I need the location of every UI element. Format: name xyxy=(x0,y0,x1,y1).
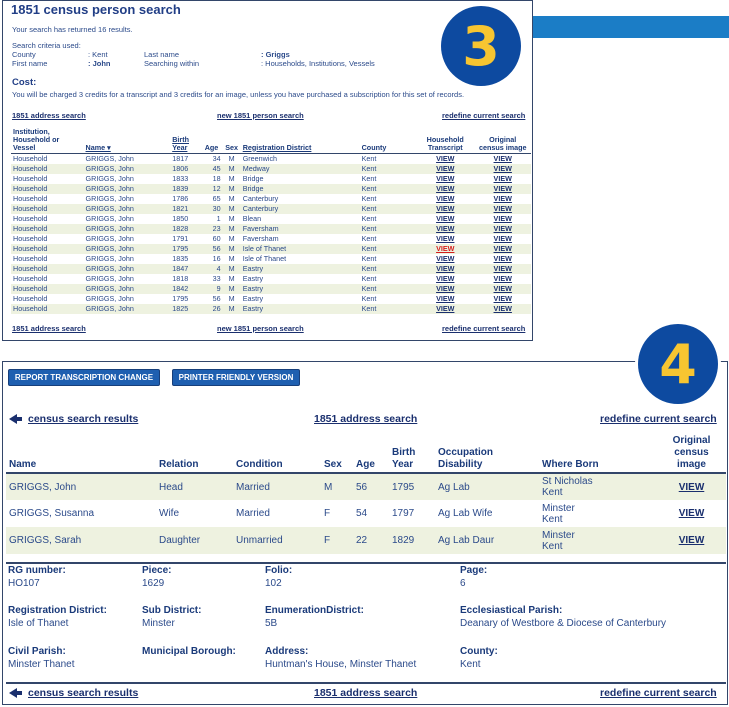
redefine-search-link[interactable]: redefine current search xyxy=(442,111,526,120)
household-table xyxy=(6,432,726,554)
sub-district-value: Minster xyxy=(142,618,175,629)
back-link-label: census search results xyxy=(28,413,139,425)
cell-birth-year: 1847 xyxy=(170,264,200,274)
cell-condition: Married xyxy=(236,508,270,519)
household-transcript-view-link[interactable]: VIEW xyxy=(416,284,474,294)
table-row xyxy=(6,500,726,527)
column-header-age: Age xyxy=(353,432,389,473)
census-image-view-link[interactable]: VIEW xyxy=(493,273,512,283)
table-row xyxy=(11,254,531,264)
cell-registration-district: Greenwich xyxy=(242,153,278,163)
cell-name: GRIGGS, John xyxy=(84,304,171,314)
cell-relation: Daughter xyxy=(156,527,233,554)
cost-heading: Cost: xyxy=(12,77,37,88)
cell-age: 12 xyxy=(200,184,222,194)
column-header-occupation: Occupation Disability xyxy=(435,432,539,473)
table-row xyxy=(11,153,531,164)
census-image-view-link[interactable]: VIEW xyxy=(657,527,726,554)
page-value: 6 xyxy=(460,578,466,589)
cell-name: GRIGGS, John xyxy=(85,253,134,263)
cell-age: 54 xyxy=(356,508,368,519)
back-arrow-icon xyxy=(9,413,28,425)
cell-age: 65 xyxy=(212,193,221,203)
cell-institution: Household xyxy=(13,273,48,283)
folio-value: 102 xyxy=(265,578,282,589)
registration-district-value: Isle of Thanet xyxy=(8,618,69,629)
cell-age: 33 xyxy=(212,273,221,283)
county-label: County: xyxy=(460,646,498,657)
redefine-search-link-bottom[interactable]: redefine current search xyxy=(442,324,526,333)
census-image-view-link[interactable]: VIEW xyxy=(493,213,512,223)
table-header-row xyxy=(6,432,726,473)
cell-age: 45 xyxy=(200,164,222,174)
back-to-results-link[interactable] xyxy=(9,413,138,425)
cell-birth-year: 1828 xyxy=(170,224,200,234)
header-accent-band xyxy=(533,16,729,38)
census-image-view-link[interactable]: VIEW xyxy=(678,508,705,519)
cell-registration-district: Faversham xyxy=(241,224,360,234)
table-row xyxy=(6,527,726,554)
where-born-county: Kent xyxy=(542,487,563,498)
cell-county: Kent xyxy=(360,304,416,314)
cell-sex: M xyxy=(223,184,241,194)
page-title: 1851 census person search xyxy=(11,2,181,17)
household-transcript-view-link[interactable]: VIEW xyxy=(436,233,455,243)
cell-sex: M xyxy=(228,193,235,203)
cell-registration-district: Bridge xyxy=(242,173,264,183)
household-transcript-view-link[interactable]: VIEW xyxy=(416,244,474,254)
census-image-view-link[interactable]: VIEW xyxy=(657,473,726,500)
table-row xyxy=(11,214,531,224)
piece-label: Piece: xyxy=(142,565,172,576)
results-table xyxy=(11,121,531,314)
cell-registration-district: Blean xyxy=(242,213,262,223)
table-row xyxy=(11,244,531,254)
cell-county: Kent xyxy=(361,293,377,303)
cell-sex: F xyxy=(321,527,353,554)
cell-occupation: Ag Lab xyxy=(435,473,539,500)
county-value: Kent xyxy=(460,659,481,670)
cell-birth-year: 1842 xyxy=(170,284,200,294)
column-header-sex: Sex xyxy=(321,432,353,473)
cell-county: Kent xyxy=(361,273,377,283)
piece-value: 1629 xyxy=(142,578,165,589)
cell-age: 60 xyxy=(212,233,221,243)
cell-name: GRIGGS, John xyxy=(84,164,171,174)
household-transcript-view-link[interactable]: VIEW xyxy=(416,184,474,194)
cell-registration-district: Medway xyxy=(241,164,360,174)
cell-name: GRIGGS, John xyxy=(85,273,134,283)
cell-age: 9 xyxy=(200,284,222,294)
cell-occupation: Ag Lab Daur xyxy=(435,527,539,554)
census-image-view-link[interactable]: VIEW xyxy=(474,244,531,254)
cell-where-born xyxy=(539,500,657,527)
household-transcript-panel xyxy=(2,361,728,705)
column-header-where-born: Where Born xyxy=(539,432,657,473)
address-search-link[interactable]: 1851 address search xyxy=(12,111,86,120)
address-value: Huntman's House, Minster Thanet xyxy=(265,659,417,670)
cell-institution: Household xyxy=(11,244,84,254)
cell-sex: M xyxy=(223,204,241,214)
table-row xyxy=(11,264,531,274)
ecclesiastical-parish-value: Deanary of Westbore & Diocese of Canterbury xyxy=(460,618,667,629)
cell-institution: Household xyxy=(13,293,48,303)
household-transcript-view-link[interactable]: VIEW xyxy=(436,273,455,283)
cell-age: 16 xyxy=(212,253,221,263)
cell-institution: Household xyxy=(11,224,84,234)
cell-birth-year: 1818 xyxy=(172,273,189,283)
where-born-place: Minster xyxy=(542,502,575,514)
where-born-place: St Nicholas xyxy=(542,476,593,487)
column-header-household-transcript: Household Transcript xyxy=(416,121,474,153)
cell-registration-district: Eastry xyxy=(241,284,360,294)
column-header-name[interactable]: Name ▾ xyxy=(84,121,171,153)
cell-institution: Household xyxy=(13,193,48,203)
cell-sex: M xyxy=(321,473,353,500)
column-header-census-image: Original census image xyxy=(657,432,726,473)
step-4-badge: 4 xyxy=(638,324,718,404)
criteria-label: Searching within xyxy=(144,59,200,68)
census-image-view-link[interactable]: VIEW xyxy=(474,224,531,234)
column-header-name: Name xyxy=(6,432,156,473)
cell-birth-year: 1797 xyxy=(392,508,415,519)
criteria-value: : Kent xyxy=(88,50,108,59)
cell-institution: Household xyxy=(11,304,84,314)
cell-county: Kent xyxy=(361,253,377,263)
ecclesiastical-parish-label: Ecclesiastical Parish: xyxy=(460,605,563,616)
census-image-view-link[interactable]: VIEW xyxy=(474,164,531,174)
table-row xyxy=(11,274,531,284)
table-row xyxy=(11,194,531,204)
cell-registration-district: Isle of Thanet xyxy=(241,244,360,254)
cell-county: Kent xyxy=(361,233,377,243)
cell-institution: Household xyxy=(13,213,48,223)
cell-name: GRIGGS, John xyxy=(85,153,134,163)
cell-county: Kent xyxy=(360,184,416,194)
census-image-view-link[interactable]: VIEW xyxy=(474,284,531,294)
cell-age: 30 xyxy=(200,204,222,214)
cell-institution: Household xyxy=(13,173,48,183)
registration-district-label: Registration District: xyxy=(8,605,107,616)
cell-birth-year: 1850 xyxy=(172,213,189,223)
household-transcript-view-link[interactable]: VIEW xyxy=(416,224,474,234)
cell-birth-year: 1795 xyxy=(170,244,200,254)
address-search-link-bottom[interactable]: 1851 address search xyxy=(12,324,86,333)
cell-institution: Household xyxy=(13,153,48,163)
census-image-view-link[interactable]: VIEW xyxy=(493,253,512,263)
census-image-view-link[interactable]: VIEW xyxy=(474,264,531,274)
table-row xyxy=(6,473,726,500)
cell-age: 56 xyxy=(200,244,222,254)
cell-age: 22 xyxy=(353,527,389,554)
cell-registration-district: Eastry xyxy=(241,304,360,314)
cell-sex: M xyxy=(228,273,235,283)
household-transcript-view-link[interactable]: VIEW xyxy=(436,173,455,183)
cell-county: Kent xyxy=(361,193,377,203)
cell-county: Kent xyxy=(360,204,416,214)
household-transcript-view-link[interactable]: VIEW xyxy=(436,253,455,263)
civil-parish-value: Minster Thanet xyxy=(8,659,75,670)
column-header-birth-year[interactable]: Birth Year xyxy=(170,121,200,153)
cell-birth-year: 1821 xyxy=(170,204,200,214)
census-reference-details xyxy=(6,562,726,564)
cell-registration-district: Eastry xyxy=(242,293,264,303)
table-header-row xyxy=(11,121,531,153)
cell-institution: Household xyxy=(11,284,84,294)
cell-birth-year: 1806 xyxy=(170,164,200,174)
cell-name: GRIGGS, John xyxy=(85,193,134,203)
table-row xyxy=(11,204,531,214)
column-header-birth-year: Birth Year xyxy=(389,432,435,473)
redefine-search-link-bottom[interactable]: redefine current search xyxy=(600,687,717,699)
cell-name: GRIGGS, John xyxy=(85,233,134,243)
cell-county: Kent xyxy=(360,224,416,234)
cell-name: GRIGGS, Susanna xyxy=(9,508,95,519)
cell-registration-district: Isle of Thanet xyxy=(242,253,287,263)
census-image-view-link[interactable]: VIEW xyxy=(493,173,512,183)
cell-sex: M xyxy=(228,213,235,223)
page-label: Page: xyxy=(460,565,488,576)
enumeration-district-label: EnumerationDistrict: xyxy=(265,605,364,616)
step-3-badge: 3 xyxy=(441,6,521,86)
criteria-heading: Search criteria used: xyxy=(12,41,81,50)
cell-occupation: Ag Lab Wife xyxy=(438,508,493,519)
cell-sex: M xyxy=(223,304,241,314)
rg-number-label: RG number: xyxy=(8,565,66,576)
criteria-label: Last name xyxy=(144,50,180,59)
table-row xyxy=(11,284,531,294)
cell-institution: Household xyxy=(13,253,48,263)
census-image-view-link[interactable]: VIEW xyxy=(493,153,512,163)
cell-sex: M xyxy=(228,173,235,183)
cell-name: GRIGGS, John xyxy=(84,284,171,294)
cell-birth-year: 1839 xyxy=(170,184,200,194)
cell-condition: Unmarried xyxy=(233,527,321,554)
household-transcript-view-link[interactable]: VIEW xyxy=(416,264,474,274)
cell-birth-year: 1833 xyxy=(172,173,189,183)
column-header-sex[interactable]: Sex xyxy=(223,121,241,153)
census-image-view-link[interactable]: VIEW xyxy=(493,293,512,303)
household-transcript-view-link[interactable]: VIEW xyxy=(436,153,455,163)
cell-sex: M xyxy=(228,293,235,303)
cell-registration-district: Canterbury xyxy=(241,204,360,214)
cell-county: Kent xyxy=(361,173,377,183)
cell-sex: F xyxy=(324,508,331,519)
cell-institution: Household xyxy=(11,264,84,274)
household-transcript-view-link[interactable]: VIEW xyxy=(416,204,474,214)
cell-name: GRIGGS, John xyxy=(85,293,134,303)
cell-sex: M xyxy=(223,224,241,234)
criteria-value: : Griggs xyxy=(261,50,290,59)
redefine-search-link[interactable]: redefine current search xyxy=(600,413,717,425)
cell-birth-year: 1829 xyxy=(389,527,435,554)
column-header-condition: Condition xyxy=(233,432,321,473)
cell-where-born xyxy=(539,473,657,500)
cell-name: GRIGGS, John xyxy=(84,184,171,194)
census-image-view-link[interactable]: VIEW xyxy=(474,184,531,194)
cell-age: 18 xyxy=(212,173,221,183)
criteria-label: County xyxy=(12,50,36,59)
cell-county: Kent xyxy=(360,244,416,254)
municipal-borough-label: Municipal Borough: xyxy=(142,646,236,657)
cost-text: You will be charged 3 credits for a transcript and 3 credits for an image, unless you have purchased a subscription for this set of records. xyxy=(12,90,465,99)
cell-county: Kent xyxy=(360,284,416,294)
column-header-relation: Relation xyxy=(156,432,233,473)
cell-age: 4 xyxy=(200,264,222,274)
address-search-link[interactable]: 1851 address search xyxy=(314,413,418,425)
cell-condition: Married xyxy=(233,473,321,500)
cell-age: 26 xyxy=(200,304,222,314)
column-header-county: County xyxy=(360,121,416,153)
household-transcript-view-link[interactable]: VIEW xyxy=(436,213,455,223)
civil-parish-label: Civil Parish: xyxy=(8,646,66,657)
cell-sex: M xyxy=(228,233,235,243)
cell-age: 1 xyxy=(216,213,221,223)
census-image-view-link[interactable]: VIEW xyxy=(474,204,531,214)
new-person-search-link[interactable]: new 1851 person search xyxy=(217,111,304,120)
cell-relation: Head xyxy=(156,473,233,500)
result-count-text: Your search has returned 16 results. xyxy=(12,25,133,34)
cell-name: GRIGGS, John xyxy=(84,264,171,274)
cell-registration-district: Canterbury xyxy=(242,193,279,203)
table-row xyxy=(11,294,531,304)
cell-county: Kent xyxy=(360,164,416,174)
where-born-county: Kent xyxy=(542,540,563,552)
rg-number-value: HO107 xyxy=(8,578,40,589)
cell-birth-year: 1825 xyxy=(170,304,200,314)
cell-registration-district: Eastry xyxy=(242,273,264,283)
where-born-county: Kent xyxy=(542,513,563,525)
table-row xyxy=(11,234,531,244)
cell-birth-year: 1835 xyxy=(172,253,189,263)
cell-registration-district: Faversham xyxy=(242,233,279,243)
column-header-age[interactable]: Age xyxy=(200,121,222,153)
cell-age: 56 xyxy=(353,473,389,500)
cell-institution: Household xyxy=(11,184,84,194)
cell-age: 56 xyxy=(212,293,221,303)
cell-birth-year: 1791 xyxy=(172,233,189,243)
address-search-link-bottom[interactable]: 1851 address search xyxy=(314,687,418,699)
table-row xyxy=(11,184,531,194)
cell-age: 34 xyxy=(212,153,221,163)
household-transcript-view-link[interactable]: VIEW xyxy=(436,193,455,203)
address-label: Address: xyxy=(265,646,309,657)
cell-age: 23 xyxy=(200,224,222,234)
cell-county: Kent xyxy=(360,264,416,274)
table-row xyxy=(11,174,531,184)
divider xyxy=(6,682,726,684)
cell-sex: M xyxy=(223,284,241,294)
cell-name: GRIGGS, John xyxy=(85,173,134,183)
column-header-census-image: Original census image xyxy=(474,121,531,153)
report-transcription-change-button[interactable]: REPORT TRANSCRIPTION CHANGE xyxy=(8,369,160,386)
back-arrow-icon xyxy=(9,687,28,699)
cell-county: Kent xyxy=(361,153,377,163)
cell-institution: Household xyxy=(11,204,84,214)
printer-friendly-button[interactable]: PRINTER FRIENDLY VERSION xyxy=(172,369,300,386)
criteria-label: First name xyxy=(12,59,48,68)
household-transcript-view-link[interactable]: VIEW xyxy=(416,304,474,314)
cell-registration-district: Bridge xyxy=(241,184,360,194)
back-to-results-link-bottom[interactable] xyxy=(9,687,138,699)
column-header-registration-district[interactable]: Registration District xyxy=(241,121,360,153)
cell-name: GRIGGS, John xyxy=(84,204,171,214)
household-transcript-view-link[interactable]: VIEW xyxy=(416,164,474,174)
cell-name: GRIGGS, John xyxy=(84,244,171,254)
cell-sex: M xyxy=(228,153,235,163)
table-row xyxy=(11,224,531,234)
cell-name: GRIGGS, Sarah xyxy=(6,527,156,554)
cell-institution: Household xyxy=(11,164,84,174)
table-row xyxy=(11,304,531,314)
cell-sex: M xyxy=(223,164,241,174)
census-image-view-link[interactable]: VIEW xyxy=(493,233,512,243)
cell-sex: M xyxy=(223,244,241,254)
cell-birth-year: 1817 xyxy=(172,153,189,163)
new-person-search-link-bottom[interactable]: new 1851 person search xyxy=(217,324,304,333)
cell-birth-year: 1795 xyxy=(172,293,189,303)
cell-sex: M xyxy=(228,253,235,263)
sub-district-label: Sub District: xyxy=(142,605,202,616)
table-row xyxy=(11,164,531,174)
where-born-place: Minster xyxy=(542,529,575,541)
cell-sex: M xyxy=(223,264,241,274)
household-transcript-view-link[interactable]: VIEW xyxy=(436,293,455,303)
cell-birth-year: 1795 xyxy=(389,473,435,500)
cell-name: GRIGGS, John xyxy=(85,213,134,223)
cell-name: GRIGGS, John xyxy=(84,224,171,234)
census-image-view-link[interactable]: VIEW xyxy=(474,304,531,314)
enumeration-district-value: 5B xyxy=(265,618,278,629)
cell-county: Kent xyxy=(361,213,377,223)
census-image-view-link[interactable]: VIEW xyxy=(493,193,512,203)
column-header-institution[interactable]: Institution, Household or Vessel xyxy=(11,121,84,153)
cell-registration-district: Eastry xyxy=(241,264,360,274)
cell-name: GRIGGS, John xyxy=(6,473,156,500)
criteria-value: : John xyxy=(88,59,111,68)
criteria-value: : Households, Institutions, Vessels xyxy=(261,59,375,68)
folio-label: Folio: xyxy=(265,565,293,576)
back-link-label: census search results xyxy=(28,687,139,699)
cell-where-born xyxy=(539,527,657,554)
cell-birth-year: 1786 xyxy=(172,193,189,203)
cell-relation: Wife xyxy=(159,508,179,519)
cell-institution: Household xyxy=(13,233,48,243)
